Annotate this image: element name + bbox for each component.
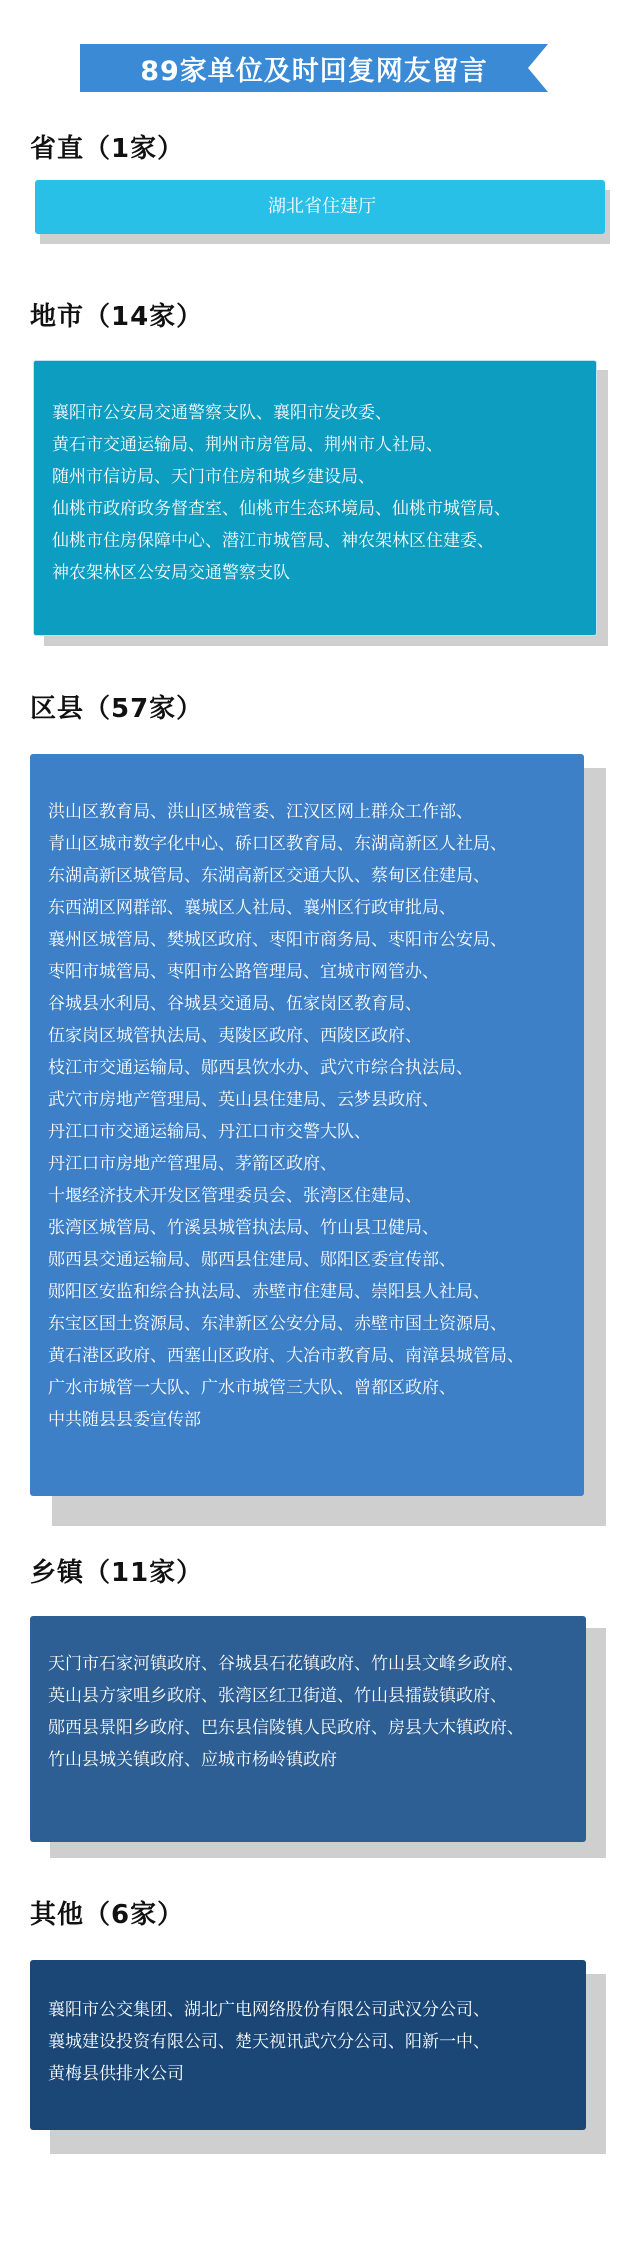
list-item: 洪山区教育局、洪山区城管委、江汉区网上群众工作部、 [48,802,473,822]
list-item: 青山区城市数字化中心、硚口区教育局、东湖高新区人社局、 [48,834,507,854]
list-item: 竹山县城关镇政府、应城市杨岭镇政府 [48,1750,337,1770]
list-item: 随州市信访局、天门市住房和城乡建设局、 [52,467,375,487]
section-heading-district: 区县（57家） [30,694,204,724]
list-item: 郧阳区安监和综合执法局、赤壁市住建局、崇阳县人社局、 [48,1282,490,1302]
list-item: 东西湖区网群部、襄城区人社局、襄州区行政审批局、 [48,898,456,918]
section-heading-township: 乡镇（11家） [30,1558,204,1588]
list-item: 东宝区国土资源局、东津新区公安分局、赤壁市国土资源局、 [48,1314,507,1334]
section-card-city [33,360,597,636]
list-item: 英山县方家咀乡政府、张湾区红卫街道、竹山县擂鼓镇政府、 [48,1686,507,1706]
list-item: 黄石港区政府、西塞山区政府、大冶市教育局、南漳县城管局、 [48,1346,524,1366]
list-item: 十堰经济技术开发区管理委员会、张湾区住建局、 [48,1186,422,1206]
list-item: 枝江市交通运输局、郧西县饮水办、武穴市综合执法局、 [48,1058,473,1078]
list-item: 伍家岗区城管执法局、夷陵区政府、西陵区政府、 [48,1026,422,1046]
list-item: 襄州区城管局、樊城区政府、枣阳市商务局、枣阳市公安局、 [48,930,507,950]
page-title: 89家单位及时回复网友留言 [140,55,488,87]
list-item: 黄石市交通运输局、荆州市房管局、荆州市人社局、 [52,435,443,455]
section-heading-other: 其他（6家） [30,1900,185,1930]
section-heading-provincial: 省直（1家） [30,134,185,164]
list-item: 襄阳市公安局交通警察支队、襄阳市发改委、 [52,403,392,423]
section-card-township [30,1616,586,1842]
list-item: 张湾区城管局、竹溪县城管执法局、竹山县卫健局、 [48,1218,439,1238]
list-item: 神农架林区公安局交通警察支队 [52,563,290,583]
list-item: 天门市石家河镇政府、谷城县石花镇政府、竹山县文峰乡政府、 [48,1654,524,1674]
section-card-district [30,754,584,1496]
title-banner [80,44,548,92]
list-item: 枣阳市城管局、枣阳市公路管理局、宜城市网管办、 [48,962,439,982]
list-item: 丹江口市房地产管理局、茅箭区政府、 [48,1154,337,1174]
list-item: 郧西县景阳乡政府、巴东县信陵镇人民政府、房县大木镇政府、 [48,1718,524,1738]
section-card-provincial [35,180,605,234]
list-item: 仙桃市住房保障中心、潜江市城管局、神农架林区住建委、 [52,531,494,551]
list-item: 仙桃市政府政务督查室、仙桃市生态环境局、仙桃市城管局、 [52,499,511,519]
list-item: 襄城建设投资有限公司、楚天视讯武穴分公司、阳新一中、 [48,2032,490,2052]
section-heading-city: 地市（14家） [30,302,204,332]
list-item: 襄阳市公交集团、湖北广电网络股份有限公司武汉分公司、 [48,2000,490,2020]
list-item: 丹江口市交通运输局、丹江口市交警大队、 [48,1122,371,1142]
list-item: 郧西县交通运输局、郧西县住建局、郧阳区委宣传部、 [48,1250,456,1270]
list-item: 广水市城管一大队、广水市城管三大队、曾都区政府、 [48,1378,456,1398]
section-card-other [30,1960,586,2130]
list-item: 武穴市房地产管理局、英山县住建局、云梦县政府、 [48,1090,439,1110]
list-item: 谷城县水利局、谷城县交通局、伍家岗区教育局、 [48,994,422,1014]
list-item: 黄梅县供排水公司 [48,2064,184,2084]
list-item: 东湖高新区城管局、东湖高新区交通大队、蔡甸区住建局、 [48,866,490,886]
list-item: 湖北省住建厅 [268,196,376,217]
list-item: 中共随县县委宣传部 [48,1410,201,1430]
